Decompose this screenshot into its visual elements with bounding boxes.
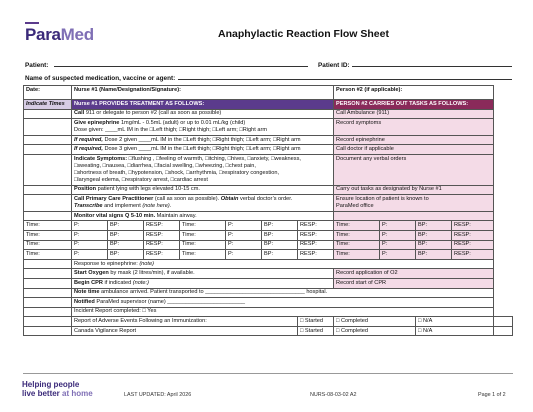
vitals-cell[interactable]: Time:: [334, 221, 380, 231]
vitals-cell[interactable]: Time:: [334, 250, 380, 260]
nurse1-name-cell[interactable]: Nurse #1 (Name/Designation/Signature):: [72, 86, 334, 100]
time-cell[interactable]: [24, 298, 72, 308]
call-doctor-task: Call doctor if applicable: [334, 145, 494, 155]
patient-field[interactable]: [54, 66, 308, 67]
vitals-cell[interactable]: RESP:: [452, 250, 494, 260]
position-step: Position patient lying with legs elevated 10-15 cm.: [72, 185, 334, 195]
call-911-step: Call 911 or delegate to person #2 (call as soon as possible): [72, 109, 334, 119]
vitals-cell[interactable]: BP:: [416, 250, 452, 260]
time-cell[interactable]: [24, 269, 72, 279]
canada-completed[interactable]: □ Completed: [334, 326, 416, 336]
vitals-cell[interactable]: Time:: [24, 221, 72, 231]
patient-id-field[interactable]: [352, 66, 512, 67]
aefi-blank: [494, 317, 513, 327]
vitals-row: [24, 250, 513, 260]
time-cell[interactable]: [24, 119, 72, 136]
vitals-cell[interactable]: RESP:: [298, 250, 334, 260]
time-cell[interactable]: [24, 195, 72, 212]
page-number: Page 1 of 2: [478, 392, 506, 398]
vitals-cell[interactable]: RESP:: [298, 230, 334, 240]
vitals-cell[interactable]: Time:: [180, 230, 226, 240]
vitals-cell[interactable]: RESP:: [144, 221, 180, 231]
vitals-cell[interactable]: P:: [226, 221, 262, 231]
date-cell[interactable]: Date:: [24, 86, 72, 100]
time-cell[interactable]: [24, 326, 72, 336]
dose-2-step: If required, Dose 2 given ____mL IM in the □Left thigh; □Right thigh; □Left arm; □Right arm: [72, 135, 334, 145]
vitals-cell[interactable]: BP:: [262, 230, 298, 240]
symptoms-step: Indicate Symptoms: □flushing , □feeling of warmth, □itching, □hives, □anxiety, □weakness, □sweating, □nausea, □diarrhea, □facial swelling, □wheezing, □chest pain, □shortness of breath, □hypotension, □shock, □arrhythmia, □respiratory congestion, □laryngeal edema, □respiratory arrest, □cardiac arrest: [72, 154, 334, 185]
vitals-step: Monitor vital signs Q 5-10 min. Maintain airway.: [72, 211, 334, 221]
vitals-cell[interactable]: RESP:: [452, 221, 494, 231]
suspected-agent-label: Name of suspected medication, vaccine or agent:: [25, 75, 176, 82]
verbal-orders-task: Document any verbal orders: [334, 154, 494, 185]
patient-id-label: Patient ID:: [318, 62, 350, 69]
vitals-cell[interactable]: P:: [72, 250, 108, 260]
vitals-row: [24, 230, 513, 240]
time-cell[interactable]: [24, 278, 72, 288]
vitals-cell[interactable]: RESP:: [298, 221, 334, 231]
vitals-cell[interactable]: BP:: [108, 230, 144, 240]
canada-na[interactable]: □ N/A: [416, 326, 494, 336]
page-title: Anaphylactic Reaction Flow Sheet: [218, 28, 389, 40]
canada-vigilance-label: Canada Vigilance Report: [72, 326, 298, 336]
aefi-na[interactable]: □ N/A: [416, 317, 494, 327]
aefi-completed[interactable]: □ Completed: [334, 317, 416, 327]
vitals-cell[interactable]: Time:: [24, 250, 72, 260]
call-ambulance-task: Call Ambulance (911): [334, 109, 494, 119]
suspected-agent-field[interactable]: [178, 79, 512, 80]
vitals-cell[interactable]: RESP:: [452, 230, 494, 240]
footer-divider: [23, 373, 513, 374]
vitals-cell[interactable]: P:: [226, 230, 262, 240]
vitals-cell[interactable]: P:: [226, 240, 262, 250]
vitals-cell[interactable]: P:: [380, 250, 416, 260]
vitals-cell[interactable]: P:: [380, 240, 416, 250]
time-cell[interactable]: [24, 307, 72, 317]
vitals-cell[interactable]: Time:: [24, 240, 72, 250]
time-cell[interactable]: [24, 135, 72, 145]
pcp-step: Call Primary Care Practitioner (call as soon as possible). Obtain verbal doctor’s order. Transcribe and implement (note here).: [72, 195, 334, 212]
time-cell[interactable]: [24, 288, 72, 298]
time-cell[interactable]: [24, 259, 72, 269]
patient-label: Patient:: [25, 62, 49, 69]
notified-step[interactable]: Notified ParaMed supervisor (name) _________________________: [72, 298, 494, 308]
logo-text: ParaMed: [25, 25, 94, 44]
vitals-cell[interactable]: BP:: [262, 240, 298, 250]
ensure-location-task: Ensure location of patient is known to ParaMed office: [334, 195, 494, 212]
epinephrine-step: Give epinephrine 1mg/mL - 0.5mL (adult) or up to 0.01 mL/kg (child) Dose given: ____mL IM in the □Left thigh; □Right thigh; □Left arm; □Right arm: [72, 119, 334, 136]
aefi-started[interactable]: □ Started: [298, 317, 334, 327]
oxygen-step: Start Oxygen by mask (2 litres/min), if available.: [72, 269, 334, 279]
person2-blank: [334, 211, 494, 221]
incident-report-step[interactable]: Incident Report completed: □ Yes: [72, 307, 494, 317]
canada-started[interactable]: □ Started: [298, 326, 334, 336]
vitals-cell[interactable]: BP:: [416, 240, 452, 250]
vitals-cell[interactable]: BP:: [416, 221, 452, 231]
footer-tagline: Helping people live better at home: [22, 380, 93, 398]
aefi-label: Report of Adverse Events Following an Immunization:: [72, 317, 298, 327]
vitals-cell[interactable]: Time:: [180, 250, 226, 260]
vitals-cell[interactable]: BP:: [108, 240, 144, 250]
vitals-cell[interactable]: P:: [72, 240, 108, 250]
vitals-cell[interactable]: RESP:: [144, 250, 180, 260]
record-cpr-task: Record start of CPR: [334, 278, 494, 288]
document-code: NURS-08-03-02 A2: [310, 392, 357, 398]
vitals-row: [24, 221, 513, 231]
vitals-cell[interactable]: BP:: [262, 250, 298, 260]
vitals-cell[interactable]: BP:: [108, 221, 144, 231]
time-cell[interactable]: [24, 211, 72, 221]
carry-out-tasks: Carry out tasks as designated by Nurse #1: [334, 185, 494, 195]
vitals-cell[interactable]: BP:: [262, 221, 298, 231]
last-updated: LAST UPDATED: April 2026: [124, 392, 192, 398]
vitals-cell[interactable]: RESP:: [452, 240, 494, 250]
vitals-cell[interactable]: Time:: [24, 230, 72, 240]
time-cell[interactable]: [24, 154, 72, 185]
vitals-cell[interactable]: Time:: [180, 240, 226, 250]
vitals-cell[interactable]: P:: [380, 230, 416, 240]
time-cell[interactable]: [24, 185, 72, 195]
vitals-cell[interactable]: Time:: [180, 221, 226, 231]
indicate-times-header: Indicate Times: [24, 100, 72, 110]
vitals-row: [24, 240, 513, 250]
flow-sheet-table: [23, 85, 513, 336]
record-symptoms-task: Record symptoms: [334, 119, 494, 136]
cpr-step: Begin CPR if indicated (note:): [72, 278, 334, 288]
paramed-logo: [25, 22, 95, 46]
ambulance-arrival-step[interactable]: Note time ambulance arrived. Patient transported to ________________________________ hospital.: [72, 288, 494, 298]
vitals-cell[interactable]: RESP:: [298, 240, 334, 250]
vitals-cell[interactable]: P:: [72, 230, 108, 240]
vitals-cell[interactable]: BP:: [416, 230, 452, 240]
record-epinephrine-task: Record epinephrine: [334, 135, 494, 145]
logo-accent-bar: [25, 22, 39, 24]
record-o2-task: Record application of O2: [334, 269, 494, 279]
vitals-cell[interactable]: Time:: [334, 240, 380, 250]
person2-name-cell[interactable]: Person #2 (if applicable):: [334, 86, 494, 100]
time-cell[interactable]: [24, 109, 72, 119]
nurse1-header: Nurse #1 PROVIDES TREATMENT AS FOLLOWS:: [72, 100, 334, 110]
vitals-cell[interactable]: P:: [380, 221, 416, 231]
vitals-cell[interactable]: P:: [226, 250, 262, 260]
vitals-cell[interactable]: RESP:: [144, 240, 180, 250]
vitals-cell[interactable]: P:: [72, 221, 108, 231]
vitals-cell[interactable]: BP:: [108, 250, 144, 260]
response-step[interactable]: Response to epinephrine: (note): [72, 259, 494, 269]
dose-3-step: If required, Dose 3 given ____mL IM in the □Left thigh; □Right thigh; □Left arm; □Right arm: [72, 145, 334, 155]
vitals-cell[interactable]: Time:: [334, 230, 380, 240]
time-cell[interactable]: [24, 317, 72, 327]
canada-blank: [494, 326, 513, 336]
time-cell[interactable]: [24, 145, 72, 155]
vitals-cell[interactable]: RESP:: [144, 230, 180, 240]
person2-header: PERSON #2 CARRIES OUT TASKS AS FOLLOWS:: [334, 100, 494, 110]
